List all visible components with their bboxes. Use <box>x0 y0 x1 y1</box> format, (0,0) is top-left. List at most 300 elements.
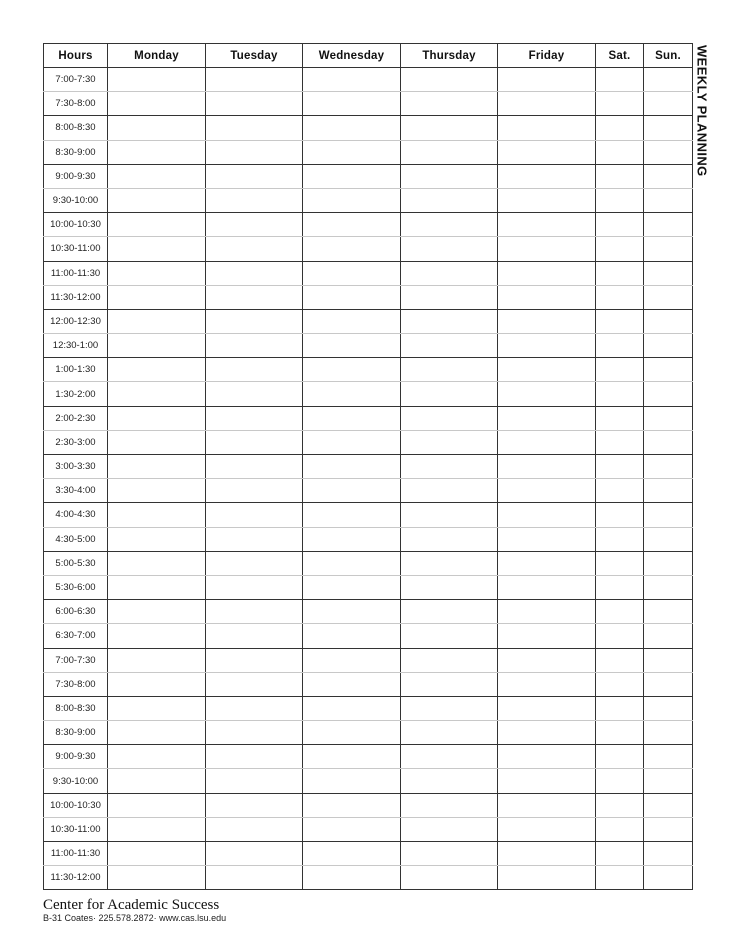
planner-cell-sunday[interactable] <box>644 68 693 92</box>
time-slot-label: 5:00-5:30 <box>44 551 108 575</box>
planner-cell-monday[interactable] <box>108 140 206 164</box>
planner-cell-saturday[interactable] <box>596 575 644 599</box>
planner-cell-saturday[interactable] <box>596 672 644 696</box>
planner-cell-monday[interactable] <box>108 866 206 890</box>
table-row <box>44 648 693 672</box>
planner-cell-monday[interactable] <box>108 261 206 285</box>
planner-cell-thursday[interactable] <box>401 382 498 406</box>
time-slot-label: 10:30-11:00 <box>44 817 108 841</box>
planner-cell-wednesday[interactable] <box>303 769 401 793</box>
weekly-planner-table <box>43 43 693 890</box>
planner-cell-tuesday[interactable] <box>206 503 303 527</box>
planner-cell-monday[interactable] <box>108 575 206 599</box>
time-slot-label: 11:00-11:30 <box>44 842 108 866</box>
planner-cell-saturday[interactable] <box>596 188 644 212</box>
planner-cell-wednesday[interactable] <box>303 455 401 479</box>
planner-cell-monday[interactable] <box>108 164 206 188</box>
planner-cell-friday[interactable] <box>498 140 596 164</box>
planner-cell-thursday[interactable] <box>401 455 498 479</box>
table-row <box>44 92 693 116</box>
planner-cell-wednesday[interactable] <box>303 479 401 503</box>
planner-cell-sunday[interactable] <box>644 817 693 841</box>
planner-cell-monday[interactable] <box>108 213 206 237</box>
table-row <box>44 68 693 92</box>
planner-cell-monday[interactable] <box>108 600 206 624</box>
table-row <box>44 479 693 503</box>
table-row <box>44 237 693 261</box>
planner-cell-friday[interactable] <box>498 769 596 793</box>
planner-cell-saturday[interactable] <box>596 382 644 406</box>
planner-cell-wednesday[interactable] <box>303 527 401 551</box>
planner-cell-saturday[interactable] <box>596 600 644 624</box>
planner-cell-monday[interactable] <box>108 334 206 358</box>
planner-cell-friday[interactable] <box>498 793 596 817</box>
table-row <box>44 672 693 696</box>
planner-cell-thursday[interactable] <box>401 261 498 285</box>
planner-cell-sunday[interactable] <box>644 527 693 551</box>
planner-cell-sunday[interactable] <box>644 503 693 527</box>
planner-cell-sunday[interactable] <box>644 455 693 479</box>
time-slot-label: 4:30-5:00 <box>44 527 108 551</box>
planner-cell-thursday[interactable] <box>401 842 498 866</box>
table-row <box>44 334 693 358</box>
planner-cell-wednesday[interactable] <box>303 793 401 817</box>
planner-cell-monday[interactable] <box>108 503 206 527</box>
planner-cell-thursday[interactable] <box>401 406 498 430</box>
planner-cell-friday[interactable] <box>498 479 596 503</box>
planner-cell-wednesday[interactable] <box>303 261 401 285</box>
planner-cell-thursday[interactable] <box>401 624 498 648</box>
planner-cell-tuesday[interactable] <box>206 213 303 237</box>
planner-cell-sunday[interactable] <box>644 648 693 672</box>
time-slot-label: 11:30-12:00 <box>44 285 108 309</box>
planner-cell-tuesday[interactable] <box>206 116 303 140</box>
planner-cell-wednesday[interactable] <box>303 237 401 261</box>
planner-cell-saturday[interactable] <box>596 842 644 866</box>
planner-cell-wednesday[interactable] <box>303 164 401 188</box>
planner-cell-sunday[interactable] <box>644 793 693 817</box>
table-row <box>44 600 693 624</box>
planner-cell-tuesday[interactable] <box>206 358 303 382</box>
planner-cell-friday[interactable] <box>498 455 596 479</box>
planner-cell-tuesday[interactable] <box>206 164 303 188</box>
planner-cell-tuesday[interactable] <box>206 92 303 116</box>
time-slot-label: 3:00-3:30 <box>44 455 108 479</box>
planner-cell-sunday[interactable] <box>644 261 693 285</box>
table-row <box>44 116 693 140</box>
planner-cell-sunday[interactable] <box>644 213 693 237</box>
planner-cell-friday[interactable] <box>498 503 596 527</box>
planner-cell-wednesday[interactable] <box>303 672 401 696</box>
planner-cell-saturday[interactable] <box>596 793 644 817</box>
table-row <box>44 745 693 769</box>
time-slot-label: 8:00-8:30 <box>44 116 108 140</box>
planner-cell-saturday[interactable] <box>596 116 644 140</box>
planner-cell-thursday[interactable] <box>401 696 498 720</box>
planner-cell-monday[interactable] <box>108 842 206 866</box>
planner-cell-sunday[interactable] <box>644 672 693 696</box>
planner-cell-sunday[interactable] <box>644 406 693 430</box>
planner-cell-monday[interactable] <box>108 358 206 382</box>
planner-cell-tuesday[interactable] <box>206 527 303 551</box>
planner-cell-tuesday[interactable] <box>206 455 303 479</box>
column-header-wednesday: Wednesday <box>303 44 401 68</box>
planner-cell-sunday[interactable] <box>644 696 693 720</box>
table-row <box>44 164 693 188</box>
planner-cell-wednesday[interactable] <box>303 213 401 237</box>
planner-cell-thursday[interactable] <box>401 92 498 116</box>
planner-cell-wednesday[interactable] <box>303 696 401 720</box>
time-slot-label: 8:30-9:00 <box>44 140 108 164</box>
planner-cell-wednesday[interactable] <box>303 624 401 648</box>
planner-cell-tuesday[interactable] <box>206 309 303 333</box>
planner-cell-thursday[interactable] <box>401 793 498 817</box>
planner-cell-friday[interactable] <box>498 842 596 866</box>
planner-cell-tuesday[interactable] <box>206 140 303 164</box>
planner-cell-friday[interactable] <box>498 334 596 358</box>
planner-cell-friday[interactable] <box>498 696 596 720</box>
planner-cell-monday[interactable] <box>108 188 206 212</box>
planner-cell-saturday[interactable] <box>596 624 644 648</box>
planner-cell-thursday[interactable] <box>401 188 498 212</box>
table-row <box>44 261 693 285</box>
planner-cell-wednesday[interactable] <box>303 575 401 599</box>
planner-cell-thursday[interactable] <box>401 116 498 140</box>
planner-cell-saturday[interactable] <box>596 213 644 237</box>
time-slot-label: 7:00-7:30 <box>44 648 108 672</box>
planner-cell-tuesday[interactable] <box>206 479 303 503</box>
planner-cell-saturday[interactable] <box>596 309 644 333</box>
planner-cell-friday[interactable] <box>498 575 596 599</box>
planner-cell-sunday[interactable] <box>644 382 693 406</box>
planner-cell-sunday[interactable] <box>644 285 693 309</box>
planner-cell-sunday[interactable] <box>644 575 693 599</box>
planner-cell-monday[interactable] <box>108 382 206 406</box>
planner-cell-thursday[interactable] <box>401 358 498 382</box>
planner-cell-thursday[interactable] <box>401 503 498 527</box>
planner-cell-tuesday[interactable] <box>206 866 303 890</box>
planner-cell-friday[interactable] <box>498 68 596 92</box>
planner-cell-friday[interactable] <box>498 285 596 309</box>
planner-cell-tuesday[interactable] <box>206 745 303 769</box>
planner-cell-thursday[interactable] <box>401 237 498 261</box>
planner-cell-tuesday[interactable] <box>206 793 303 817</box>
planner-cell-monday[interactable] <box>108 430 206 454</box>
planner-cell-tuesday[interactable] <box>206 188 303 212</box>
planner-cell-tuesday[interactable] <box>206 551 303 575</box>
time-slot-label: 10:00-10:30 <box>44 213 108 237</box>
planner-cell-wednesday[interactable] <box>303 600 401 624</box>
planner-cell-monday[interactable] <box>108 793 206 817</box>
planner-cell-sunday[interactable] <box>644 866 693 890</box>
planner-cell-sunday[interactable] <box>644 92 693 116</box>
planner-cell-tuesday[interactable] <box>206 334 303 358</box>
planner-cell-tuesday[interactable] <box>206 430 303 454</box>
planner-cell-friday[interactable] <box>498 817 596 841</box>
time-slot-label: 1:00-1:30 <box>44 358 108 382</box>
planner-cell-friday[interactable] <box>498 188 596 212</box>
planner-cell-tuesday[interactable] <box>206 842 303 866</box>
planner-cell-thursday[interactable] <box>401 866 498 890</box>
time-slot-label: 9:30-10:00 <box>44 769 108 793</box>
planner-cell-sunday[interactable] <box>644 188 693 212</box>
column-header-thursday: Thursday <box>401 44 498 68</box>
planner-cell-monday[interactable] <box>108 285 206 309</box>
planner-cell-saturday[interactable] <box>596 866 644 890</box>
time-slot-label: 9:00-9:30 <box>44 745 108 769</box>
planner-cell-thursday[interactable] <box>401 309 498 333</box>
planner-cell-wednesday[interactable] <box>303 358 401 382</box>
time-slot-label: 7:30-8:00 <box>44 672 108 696</box>
planner-cell-sunday[interactable] <box>644 624 693 648</box>
time-slot-label: 11:30-12:00 <box>44 866 108 890</box>
time-slot-label: 12:30-1:00 <box>44 334 108 358</box>
planner-cell-tuesday[interactable] <box>206 575 303 599</box>
planner-cell-friday[interactable] <box>498 309 596 333</box>
planner-body <box>44 68 693 890</box>
planner-cell-tuesday[interactable] <box>206 68 303 92</box>
planner-cell-friday[interactable] <box>498 600 596 624</box>
planner-cell-monday[interactable] <box>108 745 206 769</box>
table-row <box>44 213 693 237</box>
planner-cell-friday[interactable] <box>498 261 596 285</box>
planner-cell-saturday[interactable] <box>596 648 644 672</box>
planner-cell-wednesday[interactable] <box>303 309 401 333</box>
table-row <box>44 769 693 793</box>
planner-cell-monday[interactable] <box>108 116 206 140</box>
time-slot-label: 10:00-10:30 <box>44 793 108 817</box>
planner-cell-thursday[interactable] <box>401 769 498 793</box>
planner-cell-monday[interactable] <box>108 92 206 116</box>
planner-cell-wednesday[interactable] <box>303 866 401 890</box>
planner-cell-wednesday[interactable] <box>303 430 401 454</box>
table-row <box>44 696 693 720</box>
planner-cell-tuesday[interactable] <box>206 406 303 430</box>
planner-cell-sunday[interactable] <box>644 745 693 769</box>
planner-cell-sunday[interactable] <box>644 334 693 358</box>
planner-cell-saturday[interactable] <box>596 769 644 793</box>
planner-cell-saturday[interactable] <box>596 430 644 454</box>
planner-cell-thursday[interactable] <box>401 430 498 454</box>
table-row <box>44 430 693 454</box>
planner-cell-sunday[interactable] <box>644 600 693 624</box>
planner-cell-monday[interactable] <box>108 68 206 92</box>
planner-cell-monday[interactable] <box>108 721 206 745</box>
planner-cell-saturday[interactable] <box>596 237 644 261</box>
planner-cell-monday[interactable] <box>108 648 206 672</box>
planner-cell-friday[interactable] <box>498 721 596 745</box>
table-row <box>44 575 693 599</box>
planner-cell-sunday[interactable] <box>644 237 693 261</box>
planner-cell-wednesday[interactable] <box>303 188 401 212</box>
planner-cell-thursday[interactable] <box>401 213 498 237</box>
planner-cell-thursday[interactable] <box>401 68 498 92</box>
planner-cell-saturday[interactable] <box>596 551 644 575</box>
planner-cell-wednesday[interactable] <box>303 116 401 140</box>
planner-cell-friday[interactable] <box>498 92 596 116</box>
header-row <box>44 44 693 68</box>
planner-cell-sunday[interactable] <box>644 721 693 745</box>
planner-cell-tuesday[interactable] <box>206 600 303 624</box>
planner-cell-saturday[interactable] <box>596 503 644 527</box>
planner-cell-tuesday[interactable] <box>206 237 303 261</box>
planner-cell-monday[interactable] <box>108 624 206 648</box>
planner-cell-saturday[interactable] <box>596 285 644 309</box>
planner-cell-saturday[interactable] <box>596 745 644 769</box>
planner-cell-friday[interactable] <box>498 237 596 261</box>
planner-cell-wednesday[interactable] <box>303 648 401 672</box>
time-slot-label: 3:30-4:00 <box>44 479 108 503</box>
planner-cell-friday[interactable] <box>498 745 596 769</box>
time-slot-label: 2:30-3:00 <box>44 430 108 454</box>
planner-cell-friday[interactable] <box>498 116 596 140</box>
planner-cell-wednesday[interactable] <box>303 68 401 92</box>
footer-organization: Center for Academic Success <box>43 897 220 913</box>
planner-cell-thursday[interactable] <box>401 575 498 599</box>
planner-cell-friday[interactable] <box>498 672 596 696</box>
planner-cell-saturday[interactable] <box>596 334 644 358</box>
planner-cell-tuesday[interactable] <box>206 285 303 309</box>
planner-cell-saturday[interactable] <box>596 696 644 720</box>
planner-cell-thursday[interactable] <box>401 164 498 188</box>
planner-cell-friday[interactable] <box>498 382 596 406</box>
planner-cell-thursday[interactable] <box>401 527 498 551</box>
planner-cell-monday[interactable] <box>108 769 206 793</box>
table-row <box>44 358 693 382</box>
planner-cell-friday[interactable] <box>498 406 596 430</box>
planner-cell-saturday[interactable] <box>596 721 644 745</box>
planner-cell-saturday[interactable] <box>596 455 644 479</box>
planner-cell-saturday[interactable] <box>596 92 644 116</box>
column-header-saturday: Sat. <box>596 44 644 68</box>
planner-cell-friday[interactable] <box>498 551 596 575</box>
planner-cell-monday[interactable] <box>108 309 206 333</box>
planner-cell-wednesday[interactable] <box>303 817 401 841</box>
planner-cell-friday[interactable] <box>498 648 596 672</box>
planner-cell-wednesday[interactable] <box>303 285 401 309</box>
planner-cell-tuesday[interactable] <box>206 382 303 406</box>
footer-contact: B-31 Coates· 225.578.2872· www.cas.lsu.edu <box>43 913 227 923</box>
table-row <box>44 624 693 648</box>
column-header-hours: Hours <box>44 44 108 68</box>
planner-cell-wednesday[interactable] <box>303 745 401 769</box>
planner-cell-saturday[interactable] <box>596 68 644 92</box>
planner-cell-monday[interactable] <box>108 406 206 430</box>
time-slot-label: 8:30-9:00 <box>44 721 108 745</box>
planner-cell-sunday[interactable] <box>644 842 693 866</box>
planner-cell-friday[interactable] <box>498 624 596 648</box>
planner-cell-friday[interactable] <box>498 866 596 890</box>
planner-cell-thursday[interactable] <box>401 551 498 575</box>
planner-cell-wednesday[interactable] <box>303 503 401 527</box>
planner-cell-tuesday[interactable] <box>206 648 303 672</box>
table-row <box>44 817 693 841</box>
planner-cell-monday[interactable] <box>108 551 206 575</box>
planner-cell-wednesday[interactable] <box>303 92 401 116</box>
planner-cell-sunday[interactable] <box>644 479 693 503</box>
planner-cell-saturday[interactable] <box>596 479 644 503</box>
planner-cell-thursday[interactable] <box>401 648 498 672</box>
planner-cell-monday[interactable] <box>108 455 206 479</box>
planner-cell-sunday[interactable] <box>644 309 693 333</box>
time-slot-label: 12:00-12:30 <box>44 309 108 333</box>
planner-cell-tuesday[interactable] <box>206 696 303 720</box>
planner-cell-sunday[interactable] <box>644 430 693 454</box>
table-row <box>44 455 693 479</box>
planner-cell-thursday[interactable] <box>401 600 498 624</box>
planner-cell-wednesday[interactable] <box>303 334 401 358</box>
planner-cell-friday[interactable] <box>498 164 596 188</box>
planner-cell-friday[interactable] <box>498 213 596 237</box>
planner-cell-tuesday[interactable] <box>206 721 303 745</box>
planner-cell-wednesday[interactable] <box>303 382 401 406</box>
planner-cell-sunday[interactable] <box>644 116 693 140</box>
table-row <box>44 721 693 745</box>
planner-cell-sunday[interactable] <box>644 358 693 382</box>
planner-cell-thursday[interactable] <box>401 745 498 769</box>
planner-cell-tuesday[interactable] <box>206 261 303 285</box>
planner-cell-sunday[interactable] <box>644 551 693 575</box>
planner-cell-saturday[interactable] <box>596 261 644 285</box>
planner-cell-saturday[interactable] <box>596 164 644 188</box>
planner-cell-thursday[interactable] <box>401 672 498 696</box>
planner-cell-tuesday[interactable] <box>206 672 303 696</box>
planner-cell-tuesday[interactable] <box>206 817 303 841</box>
table-row <box>44 551 693 575</box>
planner-cell-sunday[interactable] <box>644 140 693 164</box>
planner-cell-wednesday[interactable] <box>303 721 401 745</box>
planner-cell-thursday[interactable] <box>401 817 498 841</box>
page-title: WEEKLY PLANNING <box>694 45 710 177</box>
planner-cell-saturday[interactable] <box>596 406 644 430</box>
planner-cell-thursday[interactable] <box>401 334 498 358</box>
planner-cell-thursday[interactable] <box>401 140 498 164</box>
planner-cell-monday[interactable] <box>108 672 206 696</box>
planner-cell-wednesday[interactable] <box>303 842 401 866</box>
planner-cell-tuesday[interactable] <box>206 624 303 648</box>
planner-cell-wednesday[interactable] <box>303 551 401 575</box>
time-slot-label: 7:30-8:00 <box>44 92 108 116</box>
planner-cell-saturday[interactable] <box>596 817 644 841</box>
planner-cell-saturday[interactable] <box>596 527 644 551</box>
planner-cell-tuesday[interactable] <box>206 769 303 793</box>
planner-cell-saturday[interactable] <box>596 358 644 382</box>
planner-cell-monday[interactable] <box>108 527 206 551</box>
planner-cell-sunday[interactable] <box>644 164 693 188</box>
table-row <box>44 140 693 164</box>
planner-cell-wednesday[interactable] <box>303 140 401 164</box>
time-slot-label: 10:30-11:00 <box>44 237 108 261</box>
planner-cell-monday[interactable] <box>108 237 206 261</box>
planner-cell-friday[interactable] <box>498 527 596 551</box>
time-slot-label: 4:00-4:30 <box>44 503 108 527</box>
planner-cell-saturday[interactable] <box>596 140 644 164</box>
planner-cell-monday[interactable] <box>108 817 206 841</box>
planner-cell-friday[interactable] <box>498 358 596 382</box>
page-title-container <box>692 45 712 215</box>
planner-cell-friday[interactable] <box>498 430 596 454</box>
planner-cell-thursday[interactable] <box>401 721 498 745</box>
planner-cell-monday[interactable] <box>108 479 206 503</box>
planner-cell-wednesday[interactable] <box>303 406 401 430</box>
planner-cell-monday[interactable] <box>108 696 206 720</box>
planner-cell-thursday[interactable] <box>401 479 498 503</box>
time-slot-label: 7:00-7:30 <box>44 68 108 92</box>
planner-cell-sunday[interactable] <box>644 769 693 793</box>
table-row <box>44 188 693 212</box>
table-row <box>44 793 693 817</box>
planner-cell-thursday[interactable] <box>401 285 498 309</box>
